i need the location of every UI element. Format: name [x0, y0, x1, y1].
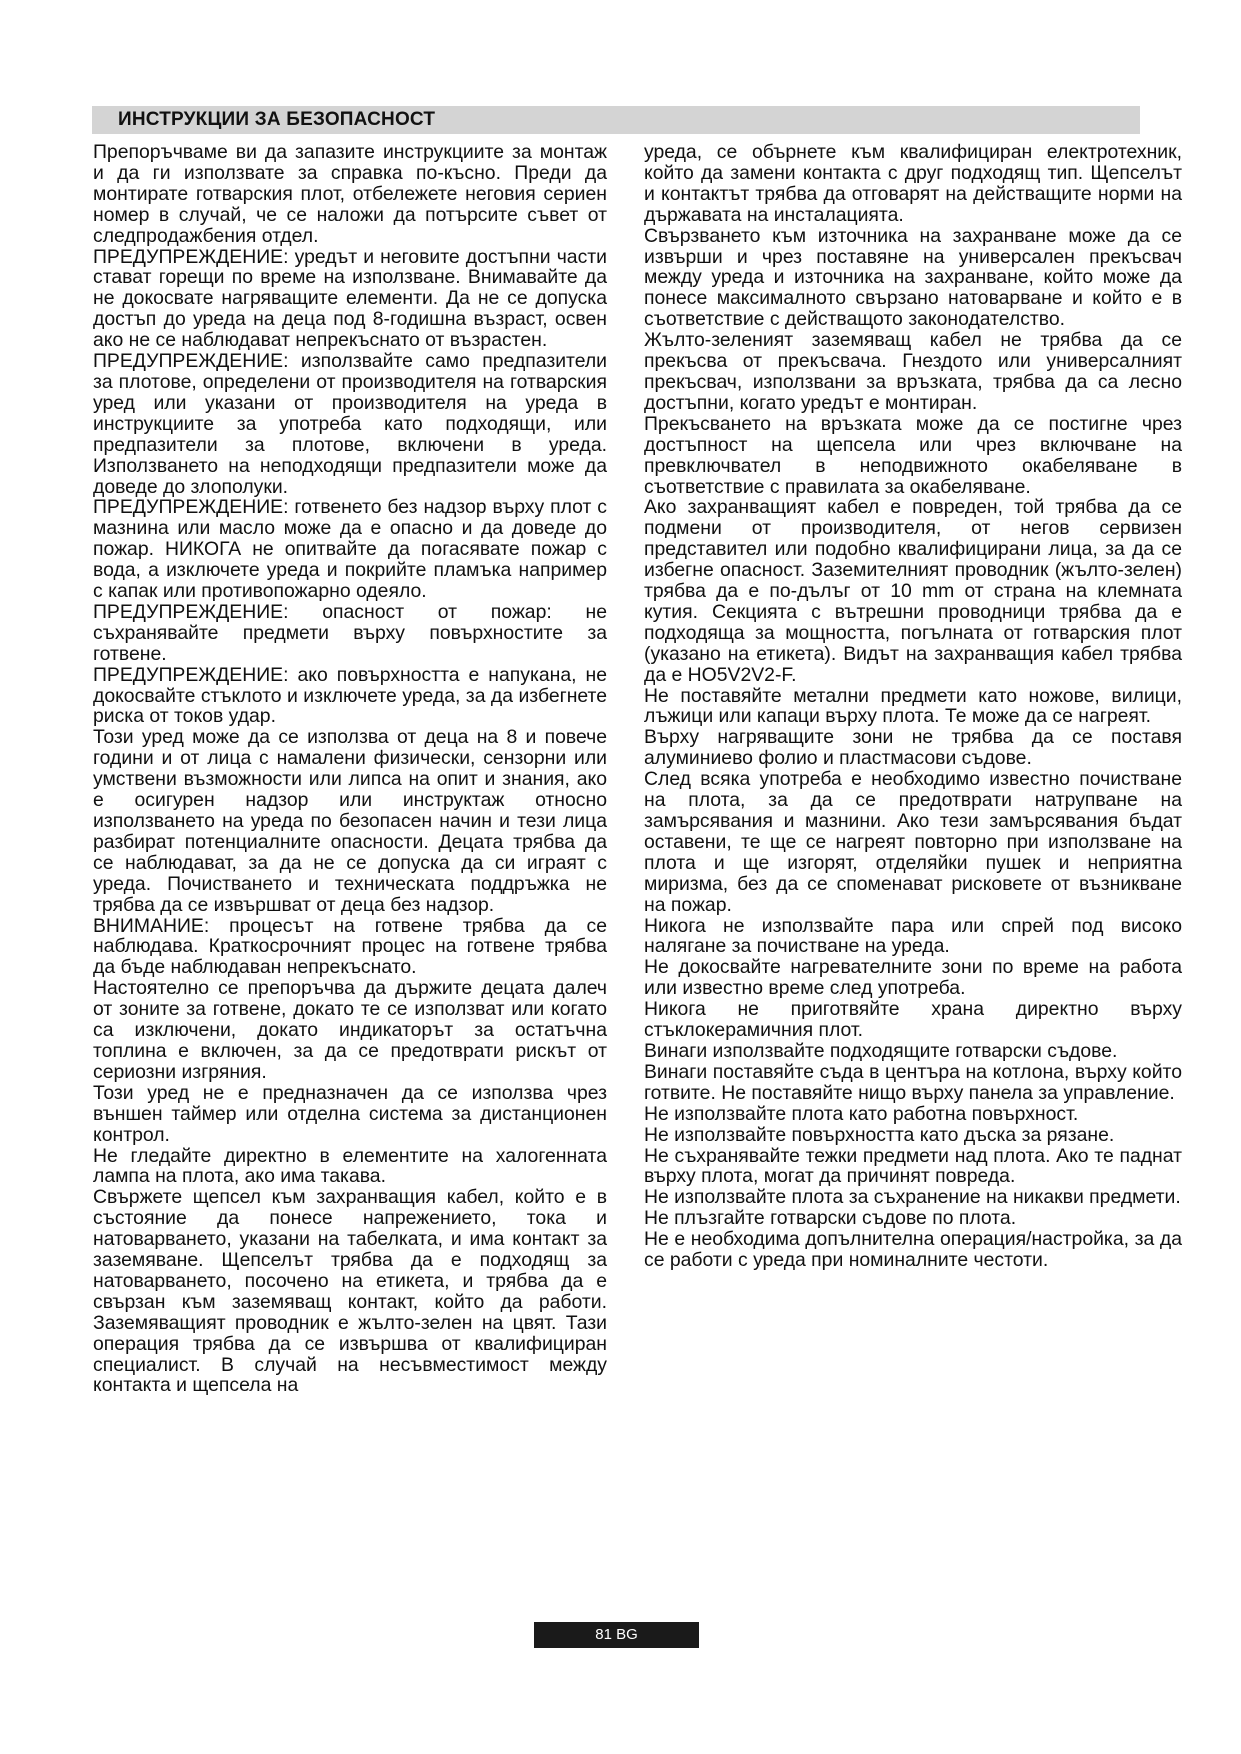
- paragraph: ПРЕДУПРЕЖДЕНИЕ: опасност от пожар: не съхранявайте предмети върху повърхностите за готвене.: [93, 600, 607, 665]
- paragraph: Не използвайте плота за съхранение на никакви предмети.: [644, 1186, 1181, 1209]
- paragraph: Препоръчваме ви да запазите инструкциите за монтаж и да ги използвате за справка по-късно. Преди да монтирате готварския плот, отбележете неговия сериен номер в случай, че се наложи да потърсите съвет от следпродажбения отдел.: [93, 141, 607, 247]
- paragraph: Не поставяйте метални предмети като ножове, вилици, лъжици или капаци върху плота. Те може да се нагреят.: [644, 684, 1182, 728]
- paragraph: Не е необходима допълнителна операция/настройка, за да се работи с уреда при номиналните честоти.: [644, 1228, 1182, 1272]
- left-column: [93, 142, 607, 1396]
- paragraph: Свържете щепсел към захранващия кабел, който е в състояние да понесе напрежението, тока и натоварването, указани на табелката, и има контакт за заземяване. Щепселът трябва да е подходящ за натоварването, посочено на етикета, и трябва да е свързан към заземяващ контакт, който да работи. Заземяващият проводник е жълто-зелен на цвят. Тази операция трябва да се извършва от квалифициран специалист. В случай на несъвместимост между контакта и щепсела на: [93, 1186, 607, 1397]
- paragraph: ПРЕДУПРЕЖДЕНИЕ: използвайте само предпазители за плотове, определени от производителя на готварския уред или указани от производителя на уреда в инструкциите за употреба като подходящи, или предпазители за плотове, включени в уреда. Използването на неподходящи предпазители може да доведе до злополуки.: [93, 350, 607, 498]
- paragraph: Този уред може да се използва от деца на 8 и повече години и от лица с намалени физически, сензорни или умствени възможности или липса на опит и знания, ако е осигурен надзор или инструктаж относно използването на уреда по безопасен начин и тези лица разбират потенциалните опасности. Децата трябва да се наблюдават, за да не се допуска да си играят с уреда. Почистването и техническата поддръжка не трябва да се извършват от деца без надзор.: [93, 726, 607, 916]
- section-title: ИНСТРУКЦИИ ЗА БЕЗОПАСНОСТ: [118, 109, 436, 130]
- paragraph: Не докосвайте нагревателните зони по време на работа или известно време след употреба.: [644, 956, 1182, 1000]
- paragraph: Този уред не е предназначен да се използва чрез външен таймер или отделна система за дистанционен контрол.: [93, 1081, 607, 1146]
- paragraph: Не използвайте повърхността като дъска за рязане.: [644, 1123, 1115, 1146]
- paragraph: Не използвайте плота като работна повърхност.: [644, 1102, 1079, 1125]
- paragraph: Жълто-зеленият заземяващ кабел не трябва да се прекъсва от прекъсвача. Гнездото или универсалният прекъсвач, използвани за връзката, трябва да са лесно достъпни, когато уредът е монтиран.: [644, 329, 1182, 414]
- paragraph: ПРЕДУПРЕЖДЕНИЕ: ако повърхността е напукана, не докосвайте стъклото и изключете уреда, за да избегнете риска от токов удар.: [93, 663, 607, 728]
- paragraph: Винаги поставяйте съда в центъра на котлона, върху който готвите. Не поставяйте нищо върху панела за управление.: [644, 1060, 1182, 1104]
- paragraph: Никога не приготвяйте храна директно върху стъклокерамичния плот.: [644, 998, 1182, 1042]
- paragraph: Винаги използвайте подходящите готварски съдове.: [644, 1039, 1118, 1062]
- paragraph: Не съхранявайте тежки предмети над плота. Ако те паднат върху плота, могат да причинят повреда.: [644, 1144, 1182, 1188]
- paragraph: уреда, се обърнете към квалифициран електротехник, който да замени контакта с друг подходящ тип. Щепселът и контактът трябва да отговарят на действащите норми на държавата на инсталацията.: [644, 141, 1182, 226]
- paragraph: След всяка употреба е необходимо известно почистване на плота, за да се предотврати натрупване на замърсявания и мазнини. Ако тези замърсявания бъдат оставени, те ще се нагреят повторно при използване на плота и ще изгорят, отделяйки пушек и неприятна миризма, без да се споменават рисковете от възникване на пожар.: [644, 768, 1182, 916]
- paragraph: Върху нагряващите зони не трябва да се поставя алуминиево фолио и пластмасови съдове.: [644, 726, 1182, 770]
- paragraph: Прекъсването на връзката може да се постигне чрез достъпност на щепсела или чрез включване на превключвател в неподвижното окабеляване в съответствие с правилата за окабеляване.: [644, 412, 1182, 498]
- section-header-bar: [92, 106, 1140, 134]
- paragraph: Не гледайте директно в елементите на халогенната лампа на плота, ако има такава.: [93, 1144, 607, 1188]
- paragraph: ВНИМАНИЕ: процесът на готвене трябва да се наблюдава. Краткосрочният процес на готвене трябва да бъде наблюдаван непрекъснато.: [93, 914, 607, 979]
- paragraph: Никога не използвайте пара или спрей под високо налягане за почистване на уреда.: [644, 914, 1182, 958]
- paragraph: Не плъзгайте готварски съдове по плота.: [644, 1207, 1017, 1230]
- paragraph: Свързването към източника на захранване може да се извърши и чрез поставяне на универсален прекъсвач между уреда и източника на захранване, който може да понесе максималното свързано натоварване и който е в съответствие с действащото законодателство.: [644, 224, 1182, 331]
- page-number-badge: 81 BG: [534, 1622, 699, 1648]
- paragraph: Ако захранващият кабел е повреден, той трябва да се подмени от производителя, от негов сервизен представител или подобно квалифицирани лица, за да се избегне опасност. Заземителният проводник (жълто-зелен) трябва да е по-дълъг от 10 mm от страна на клемната кутия. Секцията с вътрешни проводници трябва да е подходяща за мощността, погълната от готварския плот (указано на етикета). Видът на захранващия кабел трябва да е HO5V2V2-F.: [644, 496, 1182, 686]
- paragraph: ПРЕДУПРЕЖДЕНИЕ: уредът и неговите достъпни части стават горещи по време на използване. Внимавайте да не докосвате нагряващите елементи. Да не се допуска достъп до уреда на деца под 8-годишна възраст, освен ако не се наблюдават непрекъснато от възрастен.: [93, 245, 607, 352]
- right-column: [644, 142, 1182, 1271]
- paragraph: Настоятелно се препоръчва да държите децата далеч от зоните за готвене, докато те се използват или когато са изключени, докато индикаторът за остатъчна топлина е включен, за да се предотврати рискът от сериозни изгряния.: [93, 977, 607, 1083]
- paragraph: ПРЕДУПРЕЖДЕНИЕ: готвенето без надзор върху плот с мазнина или масло може да е опасно и да доведе до пожар. НИКОГА не опитвайте да погасявате пожар с вода, а изключете уреда и покрийте пламъка например с капак или противопожарно одеяло.: [93, 496, 607, 603]
